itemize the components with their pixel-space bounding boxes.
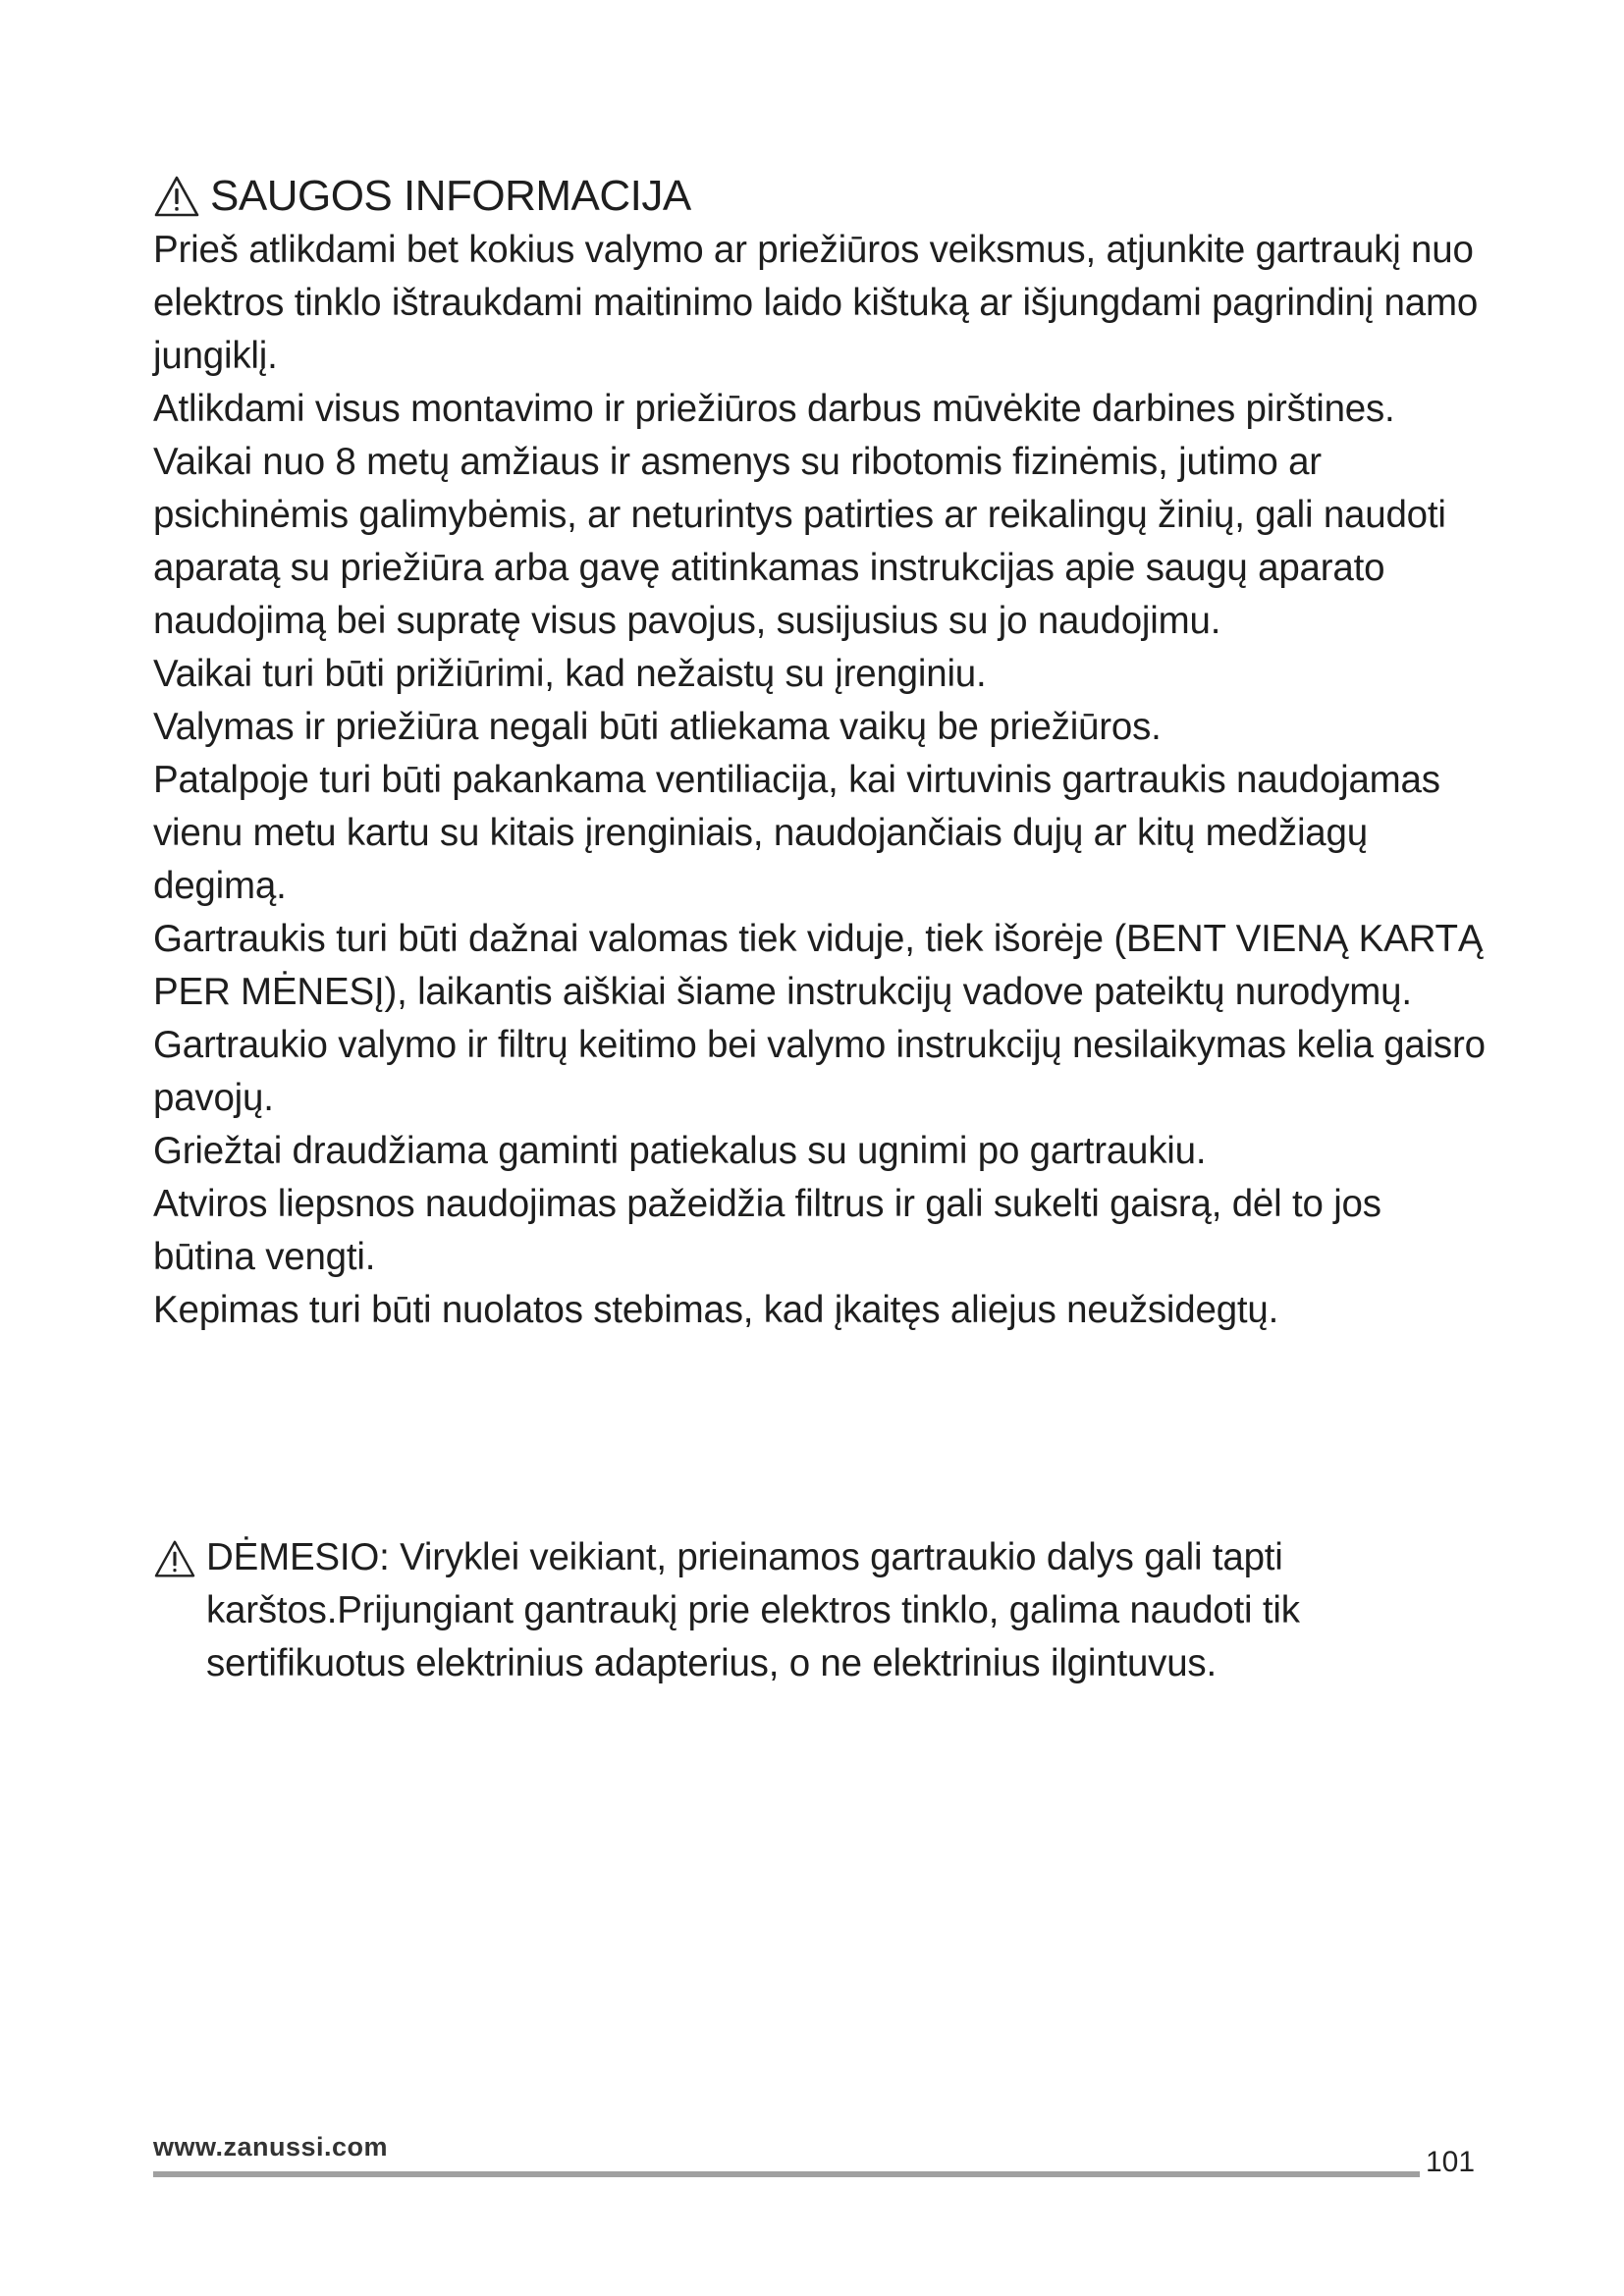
website-link[interactable]: www.zanussi.com (153, 2132, 389, 2162)
paragraph: Vaikai nuo 8 metų amžiaus ir asmenys su ribotomis fizinėmis, jutimo ar psichinėmis galimybėmis, ar neturintys patirties ar reikalingų žinių, gali naudoti aparatą su priežiūra arba gavę atitinkamas instrukcijas apie saugų aparato naudojimą bei supratę visus pavojus, susijusius su jo naudojimu. (153, 441, 1446, 642)
paragraph: Gartraukis turi būti dažnai valomas tiek viduje, tiek išorėje (BENT VIENĄ KARTĄ PER MĖNESĮ), laikantis aiškiai šiame instrukcijų vadove pateiktų nurodymų. (153, 918, 1484, 1013)
section-heading (153, 169, 1489, 224)
paragraph: Gartraukio valymo ir filtrų keitimo bei valymo instrukcijų nesilaikymas kelia gaisro pavojų. (153, 1024, 1486, 1119)
safety-paragraphs (153, 224, 1489, 1337)
paragraph: Patalpoje turi būti pakankama ventiliacija, kai virtuvinis gartraukis naudojamas vienu metu kartu su kitais įrenginiais, naudojančiais dujų ar kitų medžiagų degimą. (153, 759, 1440, 907)
paragraph: Atlikdami visus montavimo ir priežiūros darbus mūvėkite darbines pirštines. (153, 388, 1395, 430)
warning-triangle-icon (153, 1539, 196, 1578)
page-number: 101 (1426, 2146, 1476, 2178)
paragraph: Atviros liepsnos naudojimas pažeidžia filtrus ir gali sukelti gaisrą, dėl to jos būtina vengti. (153, 1183, 1381, 1278)
footer-rule (153, 2171, 1420, 2177)
paragraph: Prieš atlikdami bet kokius valymo ar priežiūros veiksmus, atjunkite gartraukį nuo elektros tinklo ištraukdami maitinimo laido kištuką ar išjungdami pagrindinį namo jungiklį. (153, 229, 1479, 377)
attention-notice (153, 1531, 1489, 1690)
notice-text: DĖMESIO: Viryklei veikiant, prieinamos gartraukio dalys gali tapti karštos.Prijungiant gantraukį prie elektros tinklo, galima naudoti tik sertifikuotus elektrinius adapterius, o ne elektrinius ilgintuvus. (206, 1536, 1300, 1684)
safety-section (153, 169, 1489, 1337)
paragraph: Kepimas turi būti nuolatos stebimas, kad įkaitęs aliejus neužsidegtų. (153, 1289, 1279, 1331)
paragraph: Griežtai draudžiama gaminti patiekalus su ugnimi po gartraukiu. (153, 1130, 1207, 1172)
paragraph: Valymas ir priežiūra negali būti atliekama vaikų be priežiūros. (153, 706, 1162, 748)
page-footer (153, 2132, 1479, 2178)
warning-triangle-icon (153, 175, 200, 218)
section-title: SAUGOS INFORMACIJA (210, 172, 691, 220)
paragraph: Vaikai turi būti prižiūrimi, kad nežaistų su įrenginiu. (153, 653, 987, 695)
